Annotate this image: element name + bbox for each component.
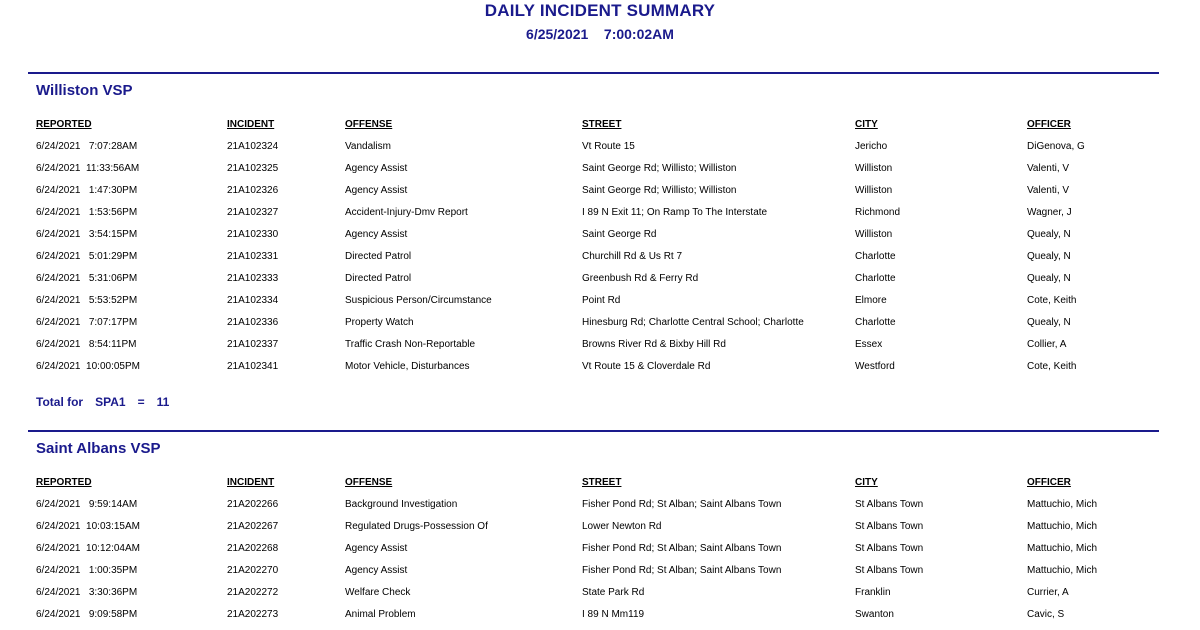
cell-offense: Animal Problem — [345, 609, 416, 620]
cell-city: St Albans Town — [855, 543, 924, 554]
cell-incident: 21A102334 — [227, 295, 279, 306]
total-label: Total for — [36, 395, 84, 409]
cell-city: St Albans Town — [855, 565, 924, 576]
cell-street: State Park Rd — [582, 587, 645, 598]
cell-reported: 6/24/2021 8:54:11PM — [36, 339, 137, 350]
cell-street: Browns River Rd & Bixby Hill Rd — [582, 339, 726, 350]
cell-reported: 6/24/2021 3:30:36PM — [36, 587, 138, 598]
cell-officer: DiGenova, G — [1027, 141, 1085, 152]
column-header-street: STREET — [582, 119, 622, 130]
cell-incident: 21A202266 — [227, 499, 279, 510]
cell-officer: Cote, Keith — [1027, 295, 1077, 306]
cell-street: Greenbush Rd & Ferry Rd — [582, 273, 699, 284]
cell-reported: 6/24/2021 7:07:17PM — [36, 317, 138, 328]
cell-reported: 6/24/2021 11:33:56AM — [36, 163, 140, 174]
cell-offense: Motor Vehicle, Disturbances — [345, 361, 470, 372]
cell-offense: Agency Assist — [345, 543, 408, 554]
cell-street: Saint George Rd; Willisto; Williston — [582, 163, 737, 174]
cell-incident: 21A102337 — [227, 339, 279, 350]
column-header-incident: INCIDENT — [227, 119, 275, 130]
cell-incident: 21A202272 — [227, 587, 279, 598]
cell-offense: Agency Assist — [345, 565, 408, 576]
cell-city: Williston — [855, 185, 893, 196]
cell-incident: 21A202268 — [227, 543, 279, 554]
cell-offense: Accident-Injury-Dmv Report — [345, 207, 468, 218]
column-header-offense: OFFENSE — [345, 477, 393, 488]
cell-incident: 21A102326 — [227, 185, 279, 196]
cell-incident: 21A102336 — [227, 317, 279, 328]
cell-street: Point Rd — [582, 295, 621, 306]
cell-officer: Currier, A — [1027, 587, 1069, 598]
total-count: 11 — [156, 395, 170, 409]
cell-offense: Directed Patrol — [345, 251, 412, 262]
cell-city: Swanton — [855, 609, 894, 620]
cell-offense: Agency Assist — [345, 185, 408, 196]
cell-officer: Mattuchio, Mich — [1027, 543, 1098, 554]
cell-reported: 6/24/2021 10:12:04AM — [36, 543, 140, 554]
column-header-officer: OFFICER — [1027, 477, 1071, 488]
column-header-offense: OFFENSE — [345, 119, 393, 130]
section-divider — [28, 72, 1159, 74]
cell-reported: 6/24/2021 9:59:14AM — [36, 499, 138, 510]
cell-city: Elmore — [855, 295, 887, 306]
cell-incident: 21A102324 — [227, 141, 279, 152]
column-header-street: STREET — [582, 477, 622, 488]
column-header-reported: REPORTED — [36, 119, 92, 130]
cell-officer: Quealy, N — [1027, 251, 1071, 262]
cell-officer: Mattuchio, Mich — [1027, 565, 1098, 576]
cell-incident: 21A202267 — [227, 521, 279, 532]
cell-reported: 6/24/2021 10:00:05PM — [36, 361, 140, 372]
report-time: 7:00:02AM — [603, 26, 674, 42]
cell-offense: Directed Patrol — [345, 273, 412, 284]
cell-offense: Background Investigation — [345, 499, 458, 510]
cell-reported: 6/24/2021 9:09:58PM — [36, 609, 138, 620]
cell-officer: Quealy, N — [1027, 229, 1071, 240]
cell-officer: Cote, Keith — [1027, 361, 1077, 372]
section-divider — [28, 430, 1159, 432]
cell-city: St Albans Town — [855, 499, 924, 510]
cell-street: Hinesburg Rd; Charlotte Central School; Charlotte — [582, 317, 804, 328]
cell-officer: Mattuchio, Mich — [1027, 499, 1098, 510]
column-header-incident: INCIDENT — [227, 477, 275, 488]
cell-reported: 6/24/2021 1:47:30PM — [36, 185, 138, 196]
report-title: DAILY INCIDENT SUMMARY — [484, 1, 716, 20]
column-header-reported: REPORTED — [36, 477, 92, 488]
cell-street: I 89 N Exit 11; On Ramp To The Interstate — [582, 207, 768, 218]
cell-city: Charlotte — [855, 317, 896, 328]
cell-city: Williston — [855, 229, 893, 240]
cell-offense: Property Watch — [345, 317, 414, 328]
cell-reported: 6/24/2021 7:07:28AM — [36, 141, 138, 152]
cell-officer: Mattuchio, Mich — [1027, 521, 1098, 532]
report-datetime — [0, 26, 1200, 42]
total-code: SPA1 — [95, 395, 126, 409]
cell-reported: 6/24/2021 5:31:06PM — [36, 273, 138, 284]
cell-reported: 6/24/2021 5:53:52PM — [36, 295, 138, 306]
cell-reported: 6/24/2021 1:53:56PM — [36, 207, 138, 218]
cell-offense: Welfare Check — [345, 587, 411, 598]
cell-reported: 6/24/2021 3:54:15PM — [36, 229, 138, 240]
cell-incident: 21A102325 — [227, 163, 279, 174]
cell-street: Saint George Rd; Willisto; Williston — [582, 185, 737, 196]
section-title: Williston VSP — [36, 82, 133, 99]
cell-officer: Wagner, J — [1027, 207, 1072, 218]
cell-city: Richmond — [855, 207, 901, 218]
cell-city: Charlotte — [855, 273, 896, 284]
cell-incident: 21A202273 — [227, 609, 279, 620]
cell-city: Jericho — [855, 141, 888, 152]
section-total — [36, 395, 181, 409]
cell-street: I 89 N Mm119 — [582, 609, 645, 620]
cell-incident: 21A102331 — [227, 251, 279, 262]
cell-offense: Regulated Drugs-Possession Of — [345, 521, 488, 532]
section-title: Saint Albans VSP — [36, 440, 161, 457]
cell-officer: Quealy, N — [1027, 273, 1071, 284]
cell-officer: Cavic, S — [1027, 609, 1065, 620]
cell-incident: 21A102341 — [227, 361, 279, 372]
cell-street: Lower Newton Rd — [582, 521, 662, 532]
cell-offense: Agency Assist — [345, 229, 408, 240]
column-header-city: CITY — [855, 477, 878, 488]
cell-city: Franklin — [855, 587, 891, 598]
cell-officer: Valenti, V — [1027, 163, 1070, 174]
cell-incident: 21A102333 — [227, 273, 279, 284]
cell-officer: Quealy, N — [1027, 317, 1071, 328]
cell-reported: 6/24/2021 10:03:15AM — [36, 521, 140, 532]
report-date: 6/25/2021 — [526, 26, 589, 42]
cell-incident: 21A202270 — [227, 565, 279, 576]
cell-offense: Vandalism — [345, 141, 391, 152]
cell-offense: Agency Assist — [345, 163, 408, 174]
cell-reported: 6/24/2021 1:00:35PM — [36, 565, 138, 576]
column-header-city: CITY — [855, 119, 878, 130]
cell-city: St Albans Town — [855, 521, 924, 532]
cell-incident: 21A102330 — [227, 229, 279, 240]
cell-offense: Suspicious Person/Circumstance — [345, 295, 492, 306]
cell-street: Fisher Pond Rd; St Alban; Saint Albans Town — [582, 499, 782, 510]
cell-city: Westford — [855, 361, 895, 372]
cell-city: Essex — [855, 339, 883, 350]
cell-street: Churchill Rd & Us Rt 7 — [582, 251, 683, 262]
column-header-officer: OFFICER — [1027, 119, 1071, 130]
cell-street: Fisher Pond Rd; St Alban; Saint Albans Town — [582, 565, 782, 576]
cell-incident: 21A102327 — [227, 207, 279, 218]
cell-officer: Collier, A — [1027, 339, 1067, 350]
cell-street: Vt Route 15 — [582, 141, 635, 152]
cell-offense: Traffic Crash Non-Reportable — [345, 339, 476, 350]
cell-reported: 6/24/2021 5:01:29PM — [36, 251, 138, 262]
cell-street: Fisher Pond Rd; St Alban; Saint Albans Town — [582, 543, 782, 554]
cell-city: Williston — [855, 163, 893, 174]
total-eq: = — [137, 395, 145, 409]
cell-city: Charlotte — [855, 251, 896, 262]
cell-officer: Valenti, V — [1027, 185, 1070, 196]
cell-street: Saint George Rd — [582, 229, 657, 240]
cell-street: Vt Route 15 & Cloverdale Rd — [582, 361, 711, 372]
